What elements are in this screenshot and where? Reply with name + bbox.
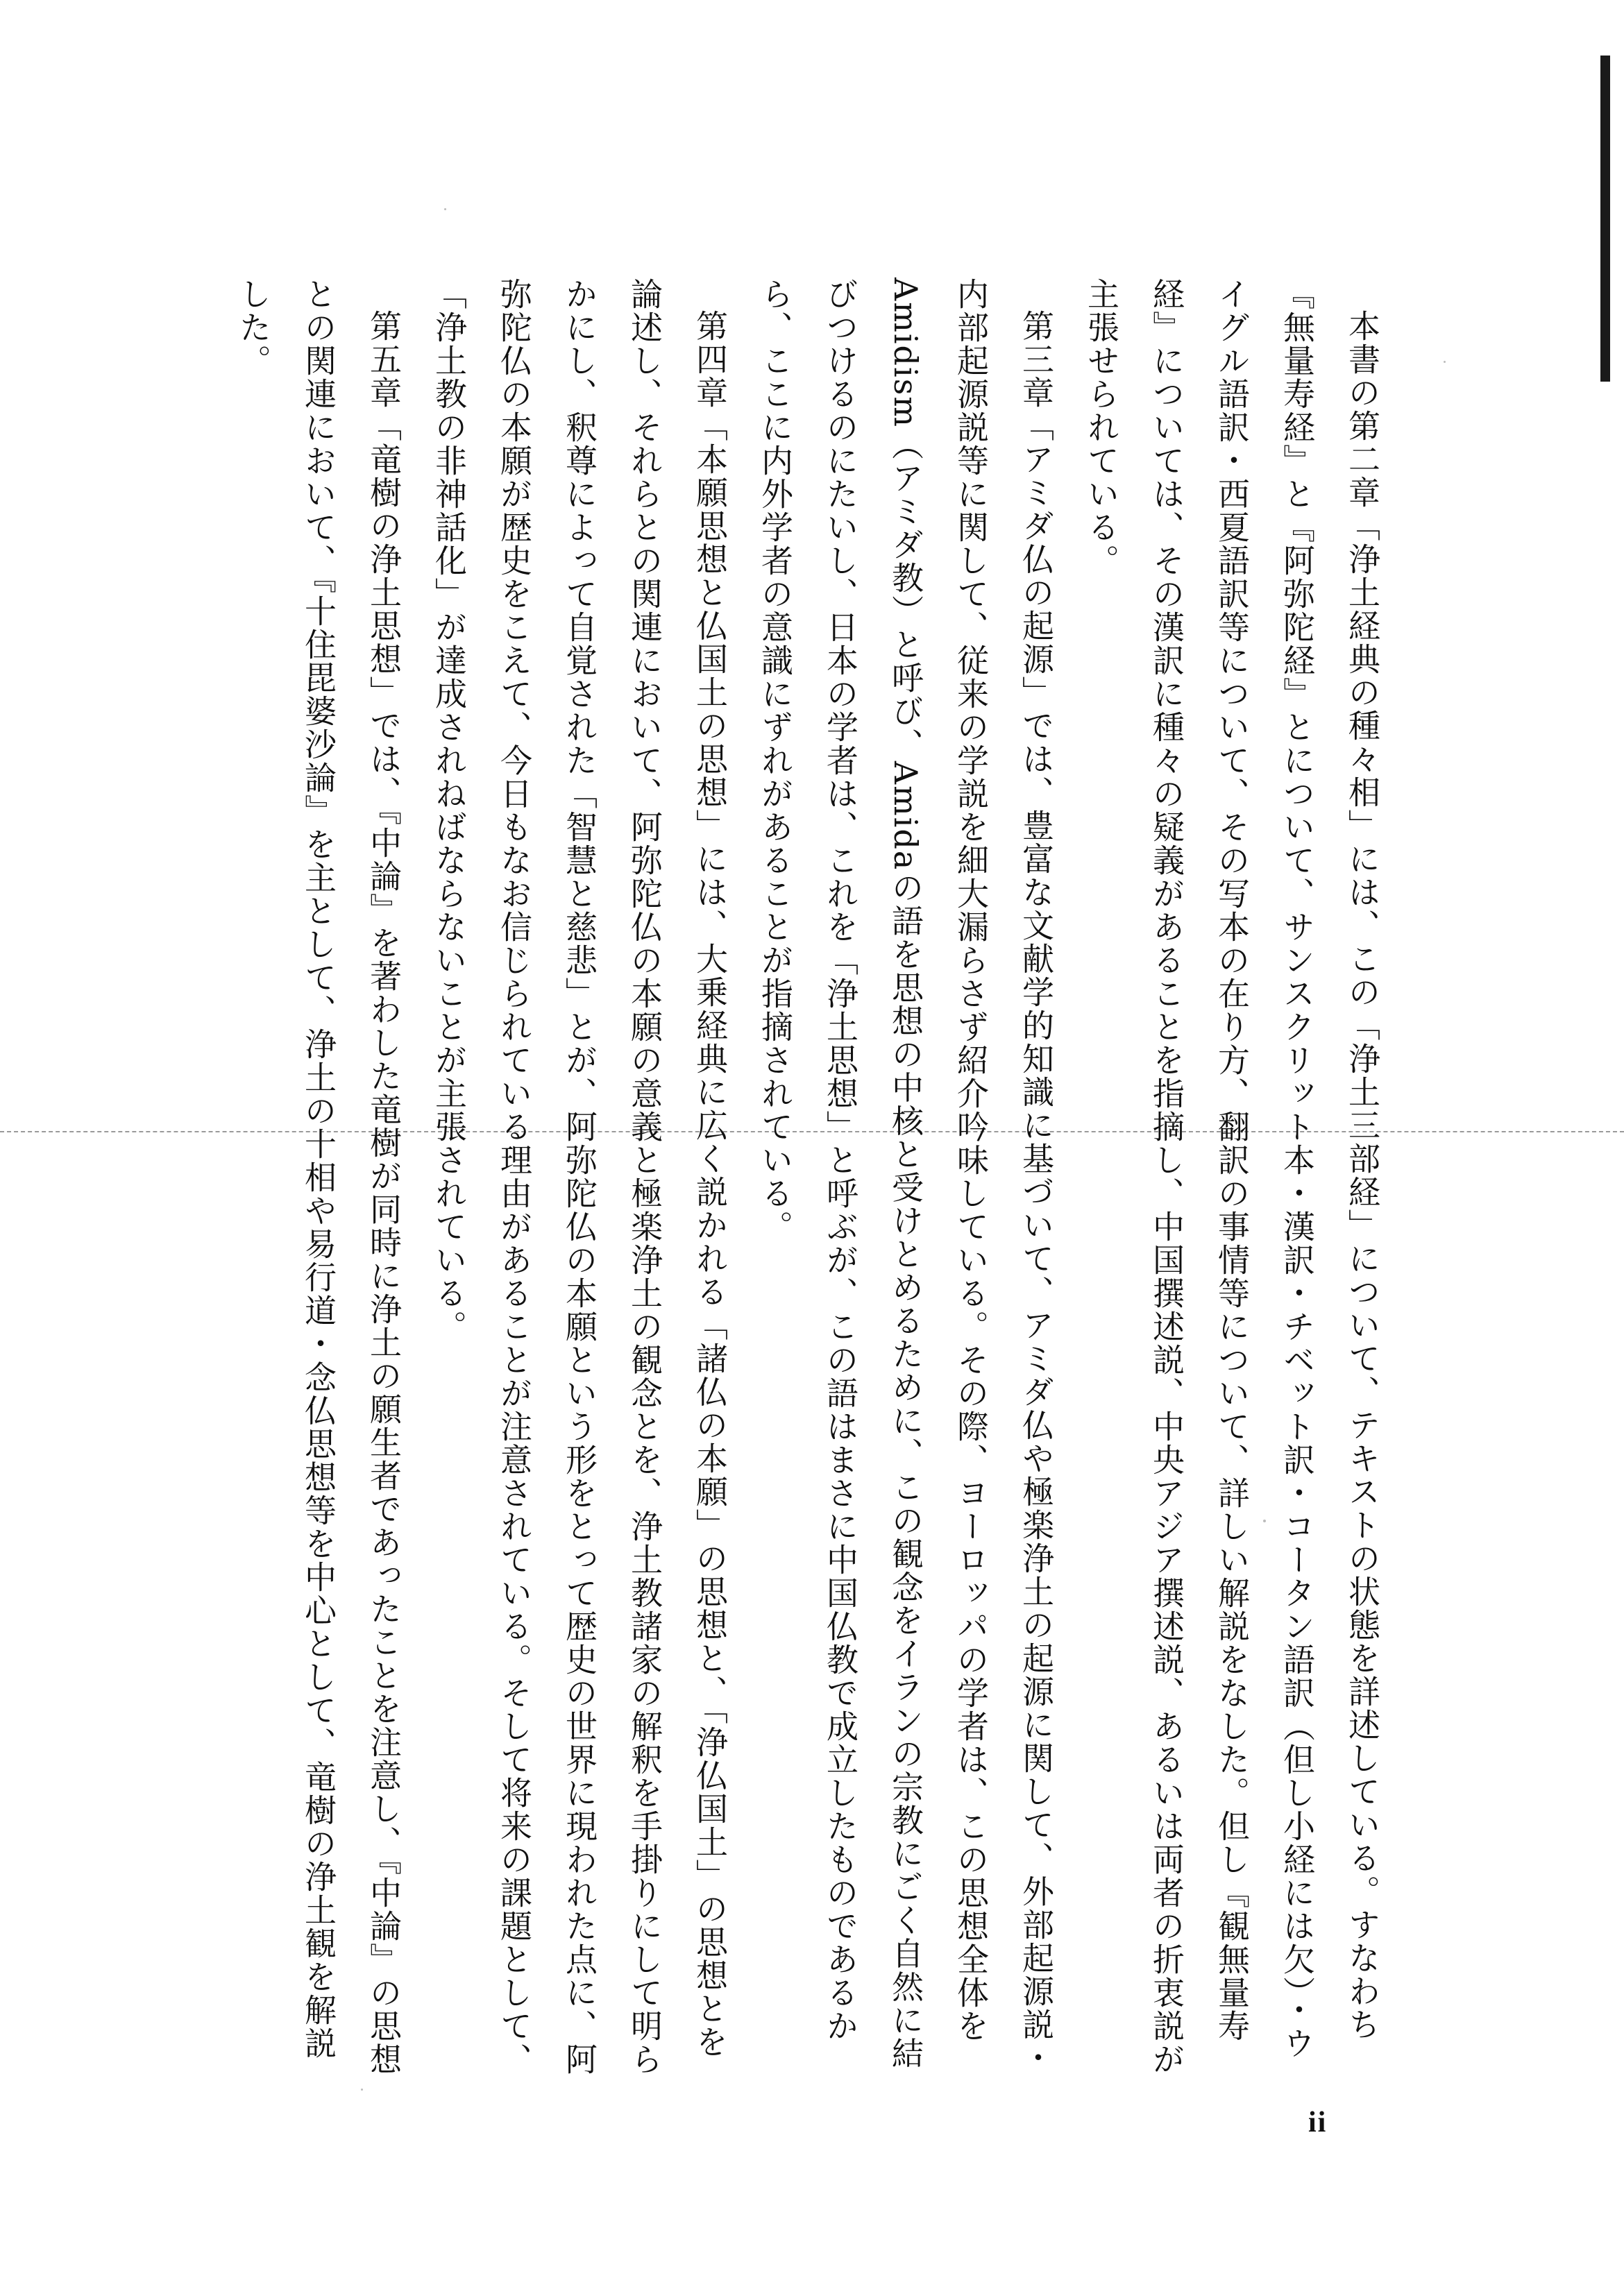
paragraph-chapter-five: 第五章「竜樹の浄土思想」では、『中論』を著わした竜樹が同時に浄土の願生者であったことを注意し、『中論』の思想との関連において、『十住毘婆沙論』を主として、浄土の十相や易行道・念仏思想等を中心として、竜樹の浄土観を解説した。 (235, 278, 403, 2076)
scan-edge-bar (1600, 56, 1610, 382)
paragraph-chapter-four: 第四章「本願思想と仏国土の思想」には、大乗経典に広く説かれる「諸仏の本願」の思想と、「浄仏国土」の思想とを論述し、それらとの関連において、阿弥陀仏の本願の意義と極楽浄土の観念とを、浄土教諸家の解釈を手掛りにして明らかにし、釈尊によって自覚された「智慧と慈悲」とが、阿弥陀仏の本願という形をとって歴史の世界に現われた点に、阿弥陀仏の本願が歴史をこえて、今日もなお信じられている理由があることが注意されている。そして将来の課題として、「浄土教の非神話化」が達成されねばならないことが主張されている。 (430, 278, 729, 2076)
page-number: ii (1308, 2107, 1328, 2138)
scan-speck (444, 208, 446, 210)
paragraph-chapter-two: 本書の第二章「浄土経典の種々相」には、この「浄土三部経」について、テキストの状態を詳述している。すなわち『無量寿経』と『阿弥陀経』とについて、サンスクリット本・漢訳・チベット訳・コータン語訳（但し小経には欠）・ウイグル語訳・西夏語訳等について、その写本の在り方、翻訳の事情等について、詳しい解説をなした。但し『観無量寿経』については、その漢訳に種々の疑義があることを指摘し、中国撰述説、中央アジア撰述説、あるいは両者の折衷説が主張せられている。 (1083, 278, 1381, 2076)
paragraph-chapter-three: 第三章「アミダ仏の起源」では、豊富な文献学的知識に基づいて、アミダ仏や極楽浄土の起源に関して、外部起源説・内部起源説等に関して、従来の学説を細大漏らさず紹介吟味している。その際、ヨーロッパの学者は、この思想全体をAmidism（アミダ教）と呼び、Amidaの語を思想の中核と受けとめるために、この観念をイランの宗教にごく自然に結びつけるのにたいし、日本の学者は、これを「浄土思想」と呼ぶが、この語はまさに中国仏教で成立したものであるから、ここに内外学者の意識にずれがあることが指摘されている。 (756, 278, 1055, 2075)
vertical-body-text (221, 278, 1395, 2082)
scan-speck (361, 2089, 363, 2091)
scan-speck (1444, 361, 1446, 363)
